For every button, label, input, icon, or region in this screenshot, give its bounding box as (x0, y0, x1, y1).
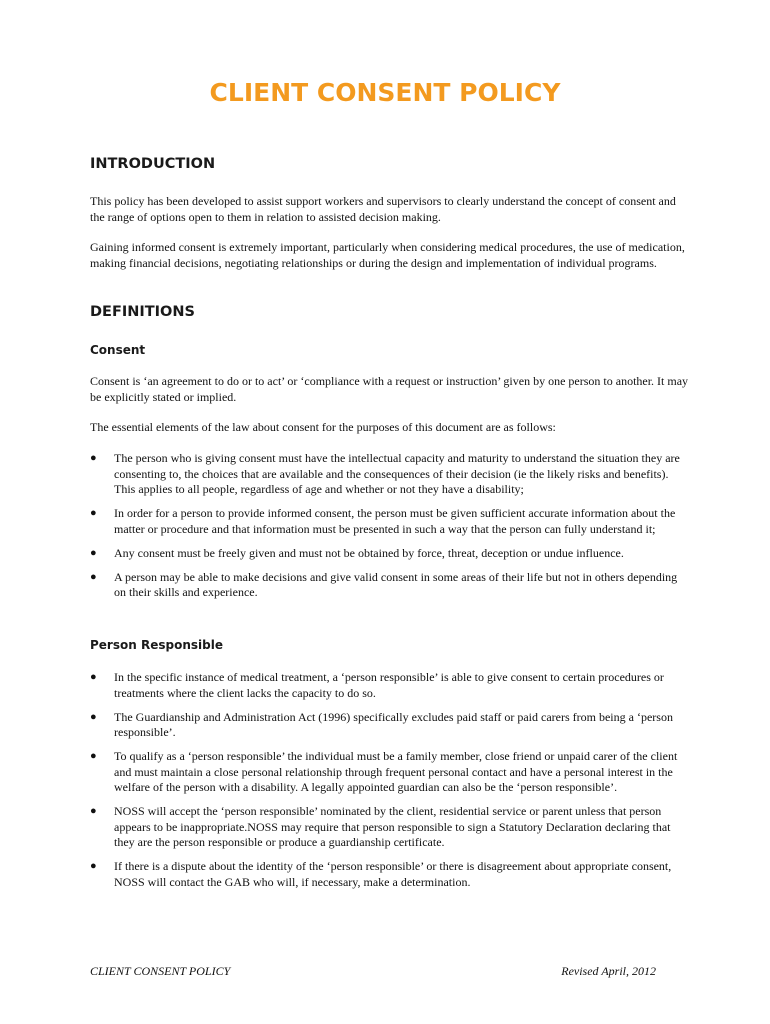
list-item-text: Any consent must be freely given and must not be obtained by force, threat, deception or undue influence. (114, 545, 624, 560)
list-item-text: In order for a person to provide informed consent, the person must be given sufficient accurate information about the matter or procedure and that information must be presented in such a way that the person can fully understand it; (114, 506, 676, 536)
list-item-text: The person who is giving consent must have the intellectual capacity and maturity to understand the situation they are consenting to, the choices that are available and the consequences of their decision (ie the likely risks and benefits). This applies to all people, regardless of age and whether or not they have a disability; (114, 451, 680, 496)
introduction-heading: INTRODUCTION (90, 156, 216, 172)
list-item-text: The Guardianship and Administration Act (1996) specifically excludes paid staff or paid carers from being a ‘person responsible’. (114, 709, 673, 739)
consent-heading: Consent (90, 343, 146, 357)
list-item (90, 506, 690, 537)
intro-paragraph-1: This policy has been developed to assist support workers and supervisors to clearly understand the concept of consent and the range of options open to them in relation to assisted decision making. (90, 194, 676, 224)
bullet-icon: ● (90, 671, 97, 683)
definitions-heading: DEFINITIONS (90, 304, 195, 320)
list-item (90, 749, 690, 796)
list-item (90, 710, 690, 741)
list-item-text: To qualify as a ‘person responsible’ the individual must be a family member, close friend or unpaid carer of the client and must maintain a close personal relationship through frequent personal contact and have a personal interest in the welfare of the person with a disability. A legally appointed guardian can also be the ‘person responsible’. (114, 749, 678, 794)
list-item-text: NOSS will accept the ‘person responsible’ nominated by the client, residential service or parent unless that person appears to be inappropriate.NOSS may require that person responsible to sign a Statutory Declaration declaring that they are the person responsible or produce a guardianship certificate. (114, 804, 671, 849)
footer-document-title: CLIENT CONSENT POLICY (90, 964, 231, 978)
bullet-icon: ● (90, 546, 97, 559)
page-footer (90, 964, 656, 979)
bullet-icon: ● (90, 805, 97, 817)
list-item (90, 546, 690, 562)
footer-revision-date: Revised April, 2012 (561, 964, 656, 978)
list-item-text: A person may be able to make decisions and give valid consent in some areas of their life but not in others depending on their skills and experience. (114, 569, 678, 599)
list-item-text: If there is a dispute about the identity of the ‘person responsible’ or there is disagreement about appropriate consent, NOSS will contact the GAB who will, if necessary, make a determination. (114, 859, 672, 889)
consent-paragraph-1: Consent is ‘an agreement to do or to act’ or ‘compliance with a request or instruction’ given by one person to another. It may be explicitly stated or implied. (90, 374, 689, 404)
consent-paragraph-2: The essential elements of the law about consent for the purposes of this document are as follows: (90, 420, 556, 434)
bullet-icon: ● (90, 710, 97, 723)
list-item (90, 451, 690, 498)
list-item (90, 570, 690, 601)
bullet-icon: ● (90, 507, 97, 519)
list-item (90, 670, 690, 701)
bullet-icon: ● (90, 860, 97, 872)
list-item (90, 804, 690, 851)
consent-bullet-list (90, 451, 690, 609)
person-responsible-bullet-list (90, 670, 690, 899)
list-item-text: In the specific instance of medical treatment, a ‘person responsible’ is able to give consent to certain procedures or treatments where the client lacks the capacity to do so. (114, 670, 664, 700)
person-responsible-heading: Person Responsible (90, 638, 223, 652)
bullet-icon: ● (90, 452, 97, 464)
list-item (90, 859, 690, 890)
bullet-icon: ● (90, 570, 97, 583)
intro-paragraph-2: Gaining informed consent is extremely important, particularly when considering medical procedures, the use of medication, making financial decisions, negotiating relationships or during the design and implementation of individual programs. (90, 240, 685, 270)
bullet-icon: ● (90, 750, 97, 762)
page-title: CLIENT CONSENT POLICY (209, 78, 561, 107)
